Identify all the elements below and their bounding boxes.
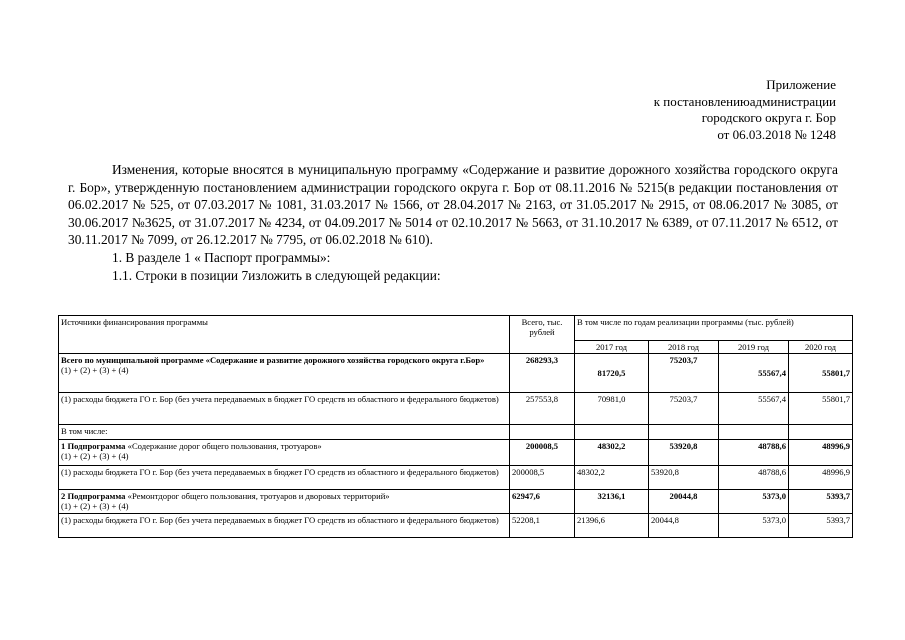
row-value: 55801,7	[789, 393, 853, 425]
section-item-1-1: 1.1. Строки в позиции 7изложить в следующей редакции:	[112, 267, 441, 283]
row-value: 48996,9	[789, 440, 853, 466]
header-source: Источники финансирования программы	[59, 316, 510, 354]
appendix-date: от 06.03.2018 № 1248	[717, 126, 836, 142]
row-total: 52208,1	[510, 514, 575, 538]
row-total: 268293,3	[510, 354, 575, 393]
row-value: 53920,8	[649, 440, 719, 466]
row-value: 48788,6	[719, 466, 789, 490]
header-total: Всего, тыс. рублей	[510, 316, 575, 354]
row-value: 55567,4	[719, 354, 789, 393]
row-label-text: Всего по муниципальной программе «Содержание и развитие дорожного хозяйства городского округа г.Бор»	[61, 355, 485, 365]
table-row-subheading	[59, 425, 853, 440]
row-value: 32136,1	[575, 490, 649, 514]
row-value: 81720,5	[575, 354, 649, 393]
row-value: 48302,2	[575, 440, 649, 466]
row-label	[59, 354, 510, 393]
row-label: В том числе:	[59, 425, 510, 440]
table-row	[59, 393, 853, 425]
table-row-total	[59, 354, 853, 393]
row-value: 48788,6	[719, 440, 789, 466]
row-total: 62947,6	[510, 490, 575, 514]
header-year: 2018 год	[649, 341, 719, 354]
row-value: 5373,0	[719, 514, 789, 538]
row-label-text: 1 Подпрограмма	[61, 441, 126, 451]
table-row-subprogram	[59, 440, 853, 466]
row-value: 20044,8	[649, 490, 719, 514]
row-value: 55567,4	[719, 393, 789, 425]
row-label-rest: «Ремонтдорог общего пользования, тротуаров и дворовых территорий»	[127, 491, 390, 501]
table-header-row	[59, 316, 853, 341]
appendix-line: к постановлениюадминистрации	[653, 93, 836, 109]
row-value: 48996,9	[789, 466, 853, 490]
table-row-subprogram	[59, 490, 853, 514]
row-value: 53920,8	[649, 466, 719, 490]
row-value: 75203,7	[649, 393, 719, 425]
row-label	[59, 490, 510, 514]
row-value: 20044,8	[649, 514, 719, 538]
appendix-title: Приложение	[766, 77, 836, 92]
row-label: (1) расходы бюджета ГО г. Бор (без учета передаваемых в бюджет ГО средств из областного и федерального бюджетов)	[59, 393, 510, 425]
empty-cell	[575, 425, 649, 440]
row-total: 257553,8	[510, 393, 575, 425]
row-total: 200008,5	[510, 440, 575, 466]
row-label: (1) расходы бюджета ГО г. Бор (без учета передаваемых в бюджет ГО средств из областного и федерального бюджетов)	[59, 466, 510, 490]
row-value: 48302,2	[575, 466, 649, 490]
row-value: 75203,7	[649, 354, 719, 393]
row-formula: (1) + (2) + (3) + (4)	[61, 365, 129, 375]
table-row	[59, 466, 853, 490]
empty-cell	[719, 425, 789, 440]
empty-cell	[789, 425, 853, 440]
row-value: 55801,7	[789, 354, 853, 393]
header-by-years: В том числе по годам реализации программы (тыс. рублей)	[575, 316, 853, 341]
row-value: 5393,7	[789, 514, 853, 538]
row-value: 70981,0	[575, 393, 649, 425]
empty-cell	[649, 425, 719, 440]
row-value: 5373,0	[719, 490, 789, 514]
appendix-header	[654, 77, 836, 143]
row-label: (1) расходы бюджета ГО г. Бор (без учета передаваемых в бюджет ГО средств из областного и федерального бюджетов)	[59, 514, 510, 538]
document-body	[68, 161, 838, 284]
row-label	[59, 440, 510, 466]
row-total: 200008,5	[510, 466, 575, 490]
section-item-1: 1. В разделе 1 « Паспорт программы»:	[112, 249, 331, 265]
header-year: 2020 год	[789, 341, 853, 354]
table-row	[59, 514, 853, 538]
row-label-rest: «Содержание дорог общего пользования, тротуаров»	[127, 441, 322, 451]
header-year: 2017 год	[575, 341, 649, 354]
row-value: 21396,6	[575, 514, 649, 538]
financing-table	[58, 315, 853, 538]
appendix-line: городского округа г. Бор	[701, 110, 836, 125]
row-formula: (1) + (2) + (3) + (4)	[61, 451, 129, 461]
row-formula: (1) + (2) + (3) + (4)	[61, 501, 129, 511]
empty-cell	[510, 425, 575, 440]
intro-paragraph: Изменения, которые вносятся в муниципальную программу «Содержание и развитие дорожного хозяйства городского округа г. Бор», утвержденную постановлением администрации городского округа г. Бор от 08.11.2016 № 5215(в редакции постановления от 06.02.2017 № 525, от 07.03.2017 № 1081, 31.03.2017 № 1566, от 28.04.2017 № 2163, от 31.05.2017 № 2915, от 08.06.2017 № 3085, от 30.06.2017 №3625, от 31.07.2017 № 4234, от 04.09.2017 № 5014 от 02.10.2017 № 5663, от 31.10.2017 № 6389, от 07.11.2017 № 6512, от 30.11.2017 № 7099, от 26.12.2017 № 7795, от 06.02.2018 № 610).	[68, 162, 838, 248]
header-year: 2019 год	[719, 341, 789, 354]
row-label-text: 2 Подпрограмма	[61, 491, 126, 501]
row-value: 5393,7	[789, 490, 853, 514]
